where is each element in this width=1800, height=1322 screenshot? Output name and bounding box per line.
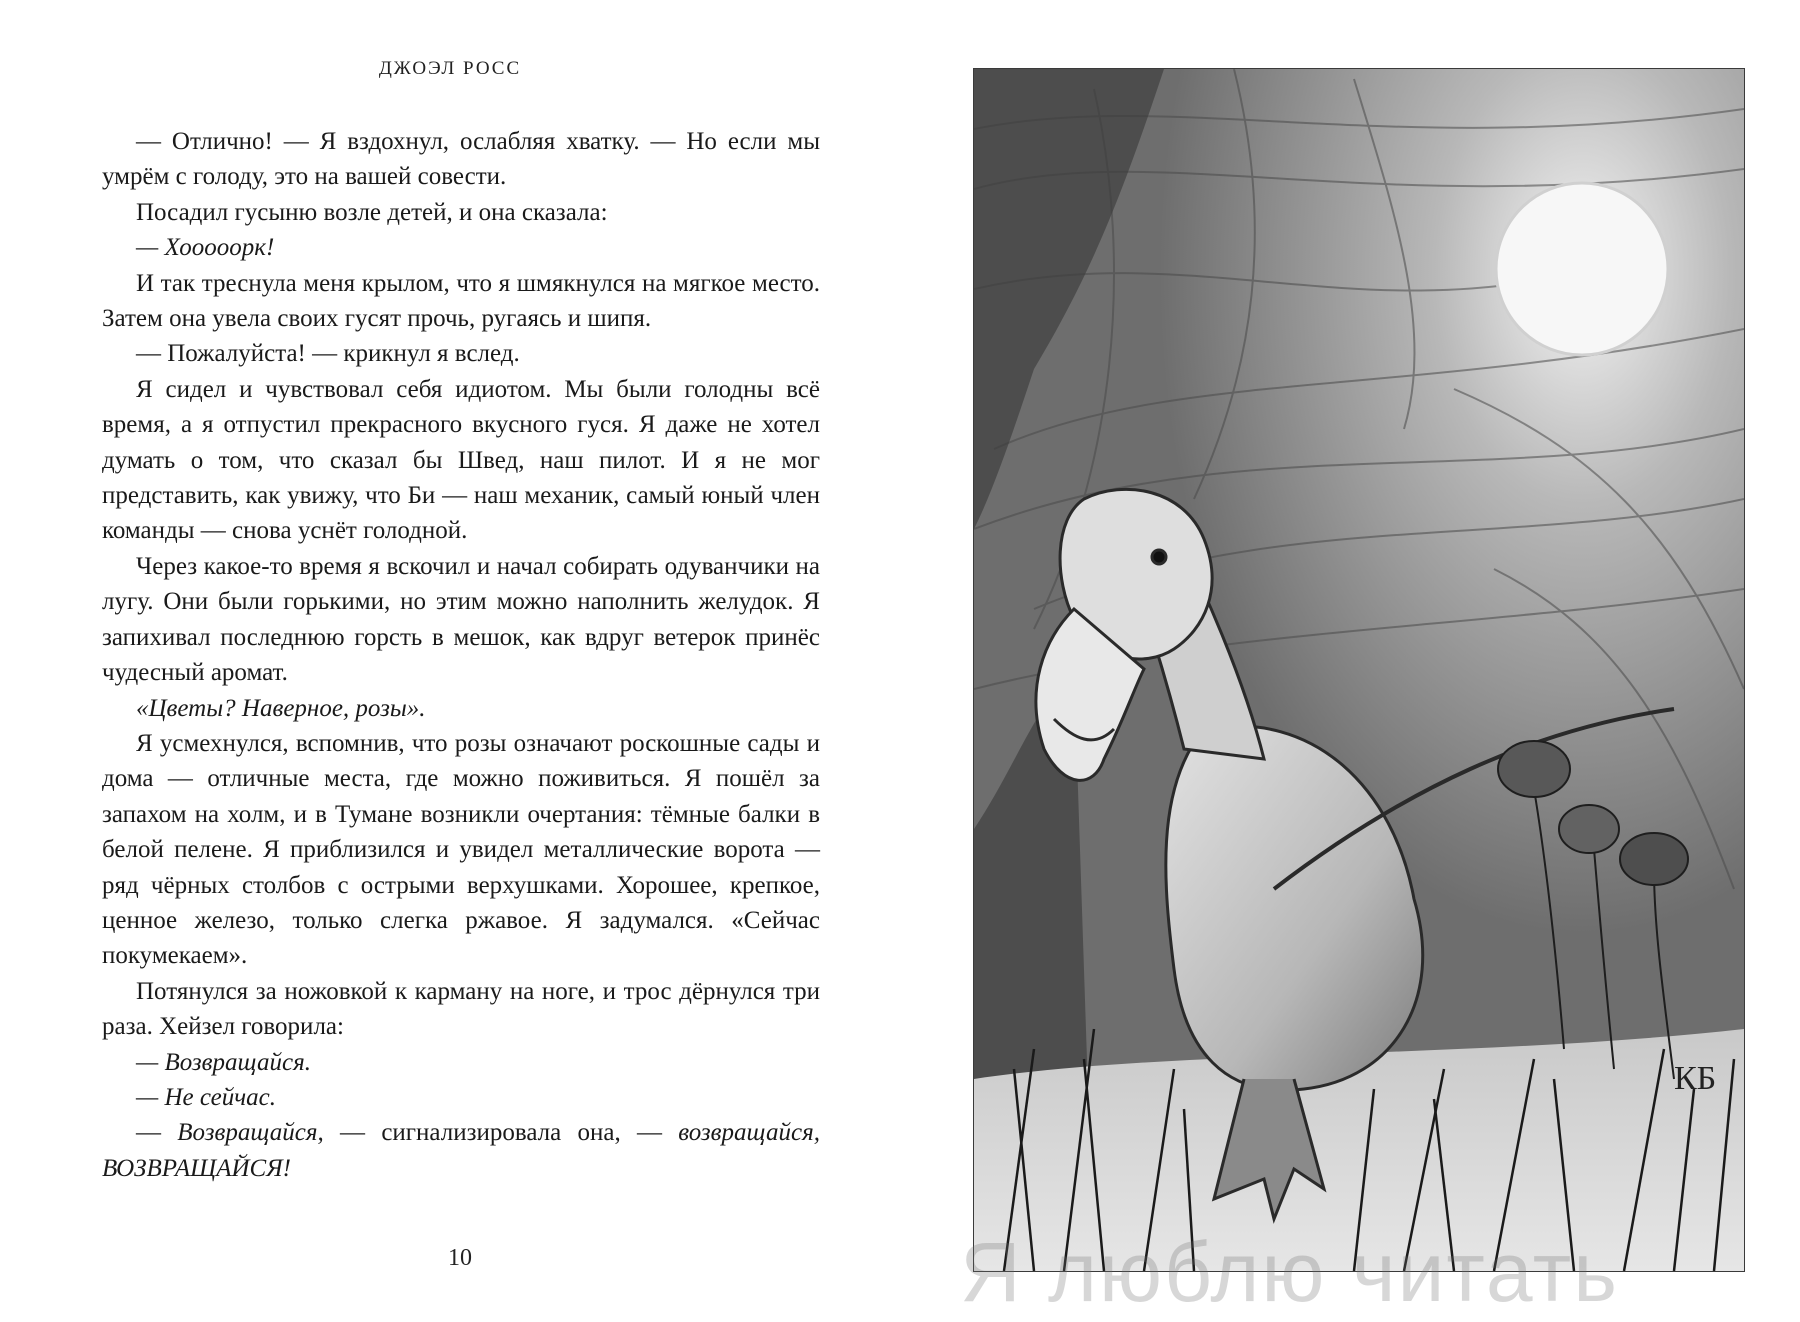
paragraph: Потянулся за ножовкой к карману на ноге, и трос дёрнулся три раза. Хейзел говорила: [102, 977, 820, 1041]
body-text [102, 124, 820, 1186]
goose-eye [1152, 550, 1166, 564]
paragraph [102, 1151, 820, 1186]
italic-speech: Возвращайся, [177, 1119, 324, 1147]
paragraph [102, 691, 820, 726]
illustration-svg [974, 69, 1744, 1271]
paragraph: Через какое-то время я вскочил и начал собирать одуванчики на лугу. Они были горькими, но этим можно наполнить желудок. Я запихивал последнюю горсть в мешок, как вдруг ветерок принёс чудесный аромат. [102, 552, 820, 687]
watermark: Я люблю читать [960, 1225, 1620, 1319]
italic-thought: «Цветы? Наверное, розы». [136, 694, 426, 722]
italic-speech: — Хооооорк! [136, 234, 275, 262]
italic-speech: — Возвращайся. [136, 1048, 311, 1076]
paragraph: Посадил гусыню возле детей, и она сказала: [136, 198, 608, 226]
artist-signature: КБ [1674, 1060, 1717, 1097]
paragraph: — Отлично! — Я вздохнул, ослабляя хватку. — Но если мы умрём с голоду, это на вашей совести. [102, 128, 820, 191]
italic-speech: ВОЗВРАЩАЙСЯ! [102, 1154, 291, 1182]
dash: — [136, 1119, 178, 1147]
paragraph: Я сидел и чувствовал себя идиотом. Мы были голодны всё время, а я отпустил прекрасного вкусного гуся. Я даже не хотел думать о том, что сказал бы Швед, наш пилот. И я не мог представить, как увижу, что Би — наш механик, самый юный член команды — снова уснёт голодной. [102, 375, 820, 545]
goose-illustration [973, 68, 1745, 1272]
narration: — сигнализировала она, — [323, 1119, 679, 1147]
italic-speech: возвращайся, [678, 1119, 820, 1147]
paragraph [102, 230, 820, 265]
paragraph [102, 1045, 820, 1080]
paragraph [102, 1115, 820, 1150]
paragraph [102, 1080, 820, 1115]
moon [1496, 183, 1668, 355]
paragraph: — Пожалуйста! — крикнул я вслед. [136, 340, 520, 368]
page-number: 10 [448, 1245, 472, 1271]
running-head: ДЖОЭЛ РОСС [378, 58, 522, 79]
paragraph: И так треснула меня крылом, что я шмякнулся на мягкое место. Затем она увела своих гусят прочь, ругаясь и шипя. [102, 269, 820, 333]
italic-speech: — Не сейчас. [136, 1083, 277, 1111]
paragraph: Я усмехнулся, вспомнив, что розы означают роскошные сады и дома — отличные места, где можно поживиться. Я пошёл за запахом на холм, и в Тумане возникли очертания: тёмные балки в белой пелене. Я приблизился и увидел металлические ворота — ряд чёрных столбов с острыми верхушками. Хорошее, крепкое, ценное железо, только слегка ржавое. Я задумался. «Сейчас покумекаем». [102, 729, 820, 970]
